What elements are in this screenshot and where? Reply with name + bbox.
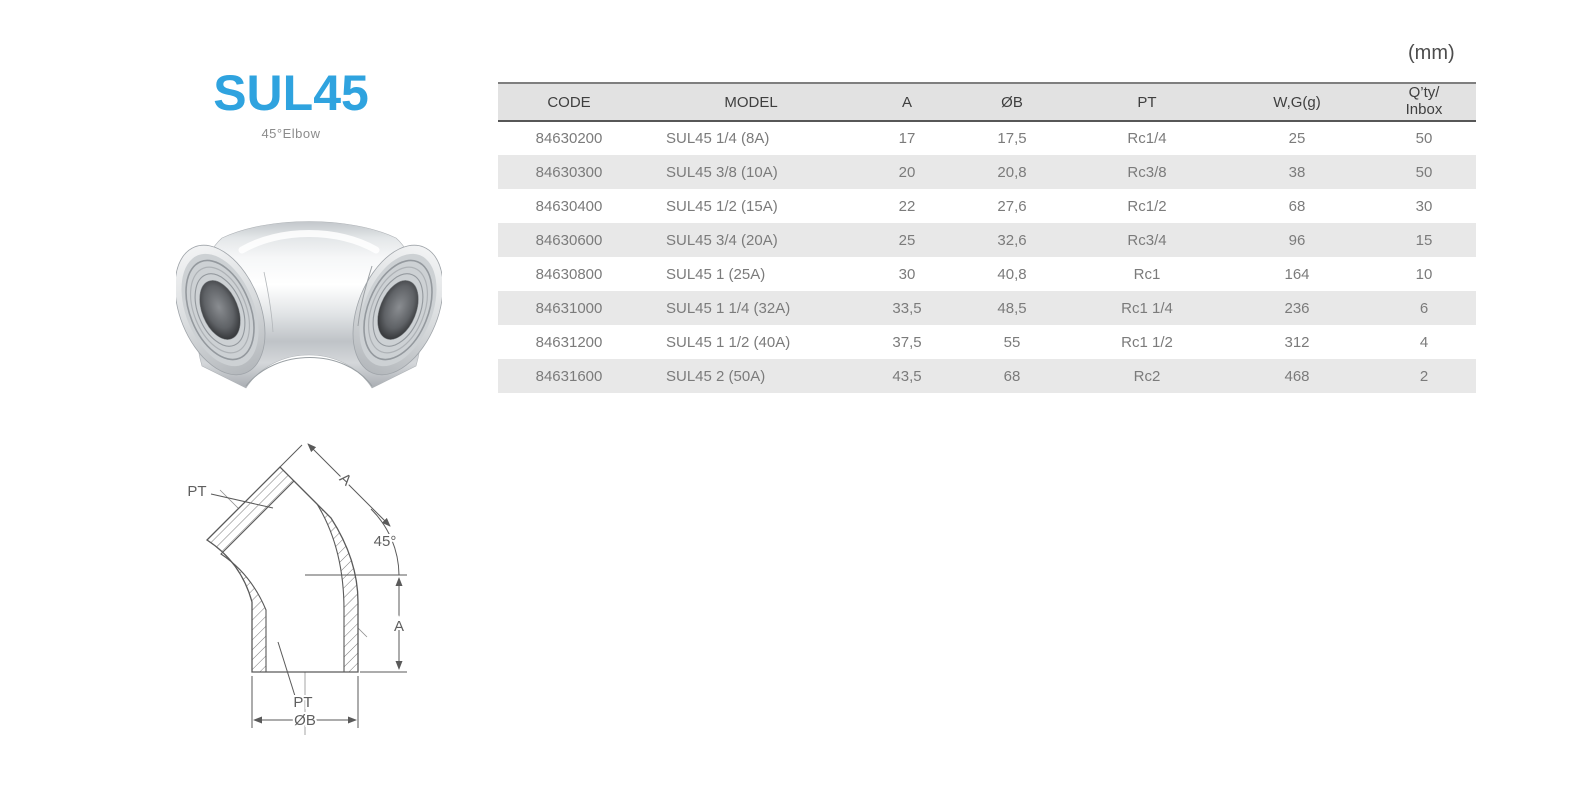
thread-label-top: PT xyxy=(187,483,207,500)
table-cell-code: 84630300 xyxy=(535,163,603,181)
angle-label: 45° xyxy=(373,533,397,550)
table-cell-ob: 48,5 xyxy=(997,299,1027,317)
table-cell-a: 43,5 xyxy=(892,367,922,385)
table-cell-qty: 6 xyxy=(1419,299,1429,317)
dim-label-a-top: A xyxy=(335,469,355,490)
table-cell-model: SUL45 1/4 (8A) xyxy=(666,130,770,147)
table-cell-pt: Rc1 xyxy=(1133,265,1161,283)
table-cell-wg: 468 xyxy=(1284,367,1310,385)
table-cell-ob: 32,6 xyxy=(997,231,1027,249)
table-row xyxy=(498,257,1476,291)
table-row xyxy=(498,325,1476,359)
table-row xyxy=(498,291,1476,325)
table-cell-model: SUL45 1 1/2 (40A) xyxy=(666,333,791,351)
table-cell-qty: 10 xyxy=(1415,265,1433,283)
table-cell-model: SUL45 1/2 (15A) xyxy=(666,197,778,215)
table-cell-a: 17 xyxy=(898,130,916,147)
table-cell-wg: 236 xyxy=(1284,299,1310,317)
col-header-pt: PT xyxy=(1072,83,1222,121)
dimension-diagram xyxy=(145,430,465,745)
table-row xyxy=(498,223,1476,257)
table-cell-pt: Rc1 1/4 xyxy=(1121,299,1173,317)
unit-label: (mm) xyxy=(1408,42,1455,64)
table-cell-qty: 50 xyxy=(1415,130,1433,147)
table-cell-wg: 164 xyxy=(1284,265,1310,283)
table-cell-pt: Rc1/2 xyxy=(1127,197,1167,215)
table-cell-a: 33,5 xyxy=(892,299,922,317)
table-cell-a: 37,5 xyxy=(892,333,922,351)
table-cell-wg: 68 xyxy=(1288,197,1306,215)
col-header-wg: W,G(g) xyxy=(1222,83,1372,121)
table-cell-pt: Rc1 1/2 xyxy=(1121,333,1173,351)
col-header-ob: ØB xyxy=(952,83,1072,121)
table-row xyxy=(498,189,1476,223)
thread-label-bottom: PT xyxy=(293,694,313,711)
table-cell-qty: 4 xyxy=(1419,333,1429,351)
product-subtitle: 45°Elbow xyxy=(261,126,321,141)
table-row xyxy=(498,359,1476,393)
table-cell-ob: 68 xyxy=(1003,367,1021,385)
table-cell-ob: 20,8 xyxy=(997,163,1027,181)
table-cell-code: 84630400 xyxy=(535,197,603,215)
table-cell-a: 30 xyxy=(898,265,916,283)
table-cell-model: SUL45 3/8 (10A) xyxy=(666,163,778,181)
table-cell-a: 22 xyxy=(898,197,916,215)
table-cell-qty: 2 xyxy=(1419,367,1429,385)
table-cell-a: 20 xyxy=(898,163,916,181)
table-cell-wg: 38 xyxy=(1288,163,1306,181)
table-cell-model: SUL45 1 1/4 (32A) xyxy=(666,299,791,317)
table-cell-code: 84631600 xyxy=(535,367,603,385)
product-photo xyxy=(176,208,442,400)
table-cell-wg: 96 xyxy=(1288,231,1306,249)
col-header-a: A xyxy=(862,83,952,121)
table-cell-wg: 312 xyxy=(1284,333,1310,351)
elbow-photo-image xyxy=(176,208,442,400)
table-cell-model: SUL45 2 (50A) xyxy=(666,367,766,385)
spec-table-header xyxy=(498,83,1476,121)
table-cell-wg: 25 xyxy=(1288,130,1306,147)
table-row xyxy=(498,155,1476,189)
dim-label-a-right: A xyxy=(393,618,405,635)
table-cell-ob: 27,6 xyxy=(997,197,1027,215)
table-cell-qty: 30 xyxy=(1415,197,1433,215)
table-cell-code: 84630800 xyxy=(535,265,603,283)
spec-table-container xyxy=(498,82,1476,393)
table-cell-qty: 50 xyxy=(1415,163,1433,181)
elbow-section-drawing xyxy=(145,430,465,745)
table-body xyxy=(498,121,1476,393)
table-row xyxy=(498,121,1476,155)
diameter-label: ØB xyxy=(294,712,316,729)
page-title: SUL45 xyxy=(213,65,369,121)
table-cell-model: SUL45 1 (25A) xyxy=(666,265,766,283)
spec-table xyxy=(498,82,1476,393)
header-row xyxy=(498,83,1476,121)
table-cell-ob: 55 xyxy=(1003,333,1021,351)
table-cell-ob: 40,8 xyxy=(997,265,1027,283)
table-cell-pt: Rc1/4 xyxy=(1127,130,1167,147)
table-cell-pt: Rc2 xyxy=(1133,367,1161,385)
table-cell-a: 25 xyxy=(898,231,916,249)
col-header-model: MODEL xyxy=(640,83,862,121)
table-cell-pt: Rc3/4 xyxy=(1127,231,1167,249)
product-header xyxy=(160,65,422,141)
table-cell-code: 84631000 xyxy=(535,299,603,317)
table-cell-ob: 17,5 xyxy=(997,130,1027,147)
col-header-code: CODE xyxy=(498,83,640,121)
table-cell-pt: Rc3/8 xyxy=(1127,163,1167,181)
col-header-qty: Q’ty/ Inbox xyxy=(1372,83,1476,121)
table-cell-code: 84630200 xyxy=(535,130,603,147)
table-cell-model: SUL45 3/4 (20A) xyxy=(666,231,778,249)
table-cell-code: 84630600 xyxy=(535,231,603,249)
table-cell-code: 84631200 xyxy=(535,333,603,351)
table-cell-qty: 15 xyxy=(1415,231,1433,249)
